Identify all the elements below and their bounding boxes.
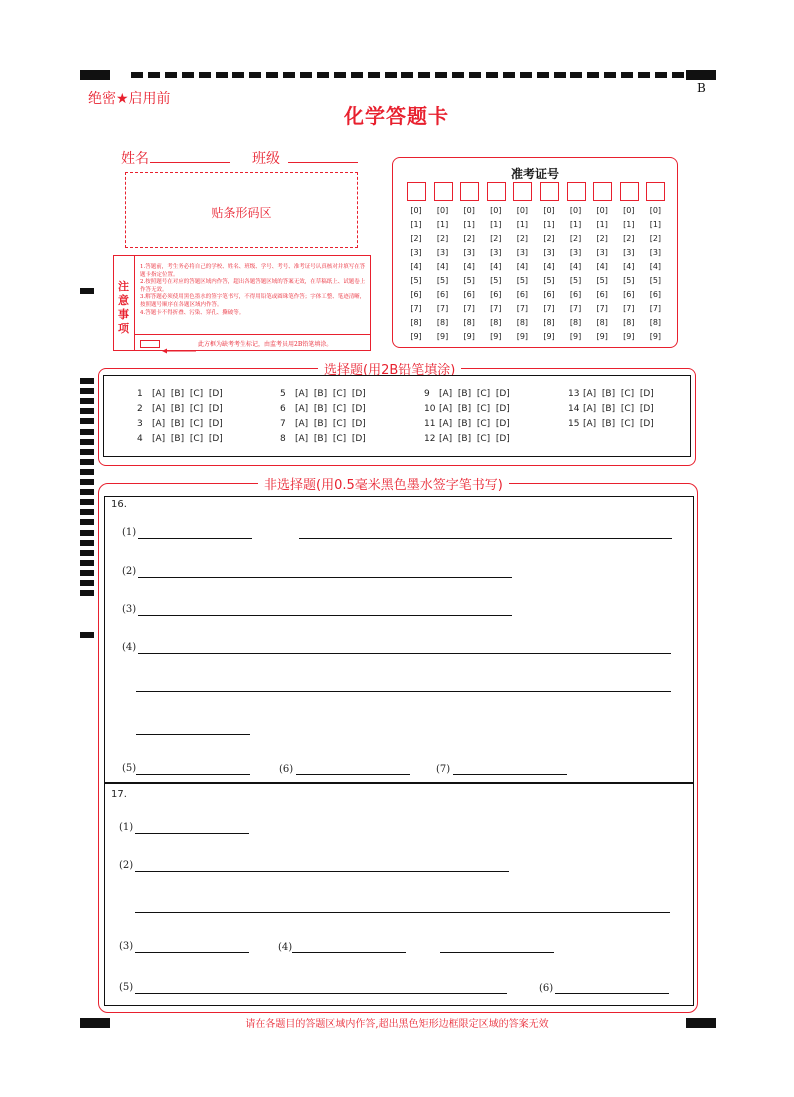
answer-line[interactable] xyxy=(555,993,669,994)
exam-id-bubble[interactable]: [1] xyxy=(569,220,582,229)
exam-id-bubble[interactable]: [1] xyxy=(463,220,475,229)
exam-id-bubble[interactable]: [1] xyxy=(436,220,449,229)
timing-dash xyxy=(587,72,599,78)
side-mark xyxy=(80,580,94,586)
exam-id-digit-box[interactable] xyxy=(513,182,532,201)
side-mark xyxy=(80,378,94,384)
exam-id-bubble[interactable]: [3] xyxy=(490,248,502,257)
exam-id-bubble[interactable]: [3] xyxy=(516,248,529,257)
exam-id-bubble[interactable]: [8] xyxy=(596,318,608,327)
exam-id-bubble[interactable]: [5] xyxy=(623,276,635,285)
exam-id-bubble[interactable]: [5] xyxy=(516,276,529,285)
side-mark xyxy=(80,560,94,566)
choice-question-number: 5 xyxy=(280,389,286,399)
exam-id-bubble[interactable]: [7] xyxy=(569,304,582,313)
exam-id-bubble[interactable]: [2] xyxy=(623,234,635,243)
notice-box xyxy=(113,255,371,351)
q16-part-7: (7) xyxy=(436,764,451,775)
exam-id-bubble[interactable]: [9] xyxy=(410,332,422,341)
exam-id-bubble[interactable]: [6] xyxy=(516,290,529,299)
exam-id-bubble[interactable]: [0] xyxy=(436,206,449,215)
timing-dash xyxy=(486,72,498,78)
answer-line[interactable] xyxy=(138,615,512,616)
exam-id-bubble[interactable]: [3] xyxy=(569,248,582,257)
side-mark xyxy=(80,398,94,404)
exam-id-bubble[interactable]: [0] xyxy=(596,206,608,215)
corner-mark-top-right xyxy=(686,70,716,80)
exam-id-bubble[interactable]: [1] xyxy=(490,220,502,229)
exam-id-bubble[interactable]: [5] xyxy=(543,276,555,285)
timing-dash xyxy=(469,72,481,78)
exam-id-bubble[interactable]: [1] xyxy=(649,220,662,229)
answer-line[interactable] xyxy=(135,833,249,834)
timing-dash xyxy=(672,72,684,78)
q16-part-4: (4) xyxy=(122,642,137,653)
answer-line[interactable] xyxy=(138,653,671,654)
exam-id-bubble[interactable]: [8] xyxy=(623,318,635,327)
q17-label: 17. xyxy=(111,789,127,800)
arrow-left-icon xyxy=(162,340,196,348)
timing-dash xyxy=(452,72,464,78)
choice-options[interactable]: [A] [B] [C] [D] xyxy=(439,419,510,429)
timing-dash xyxy=(621,72,633,78)
side-mark xyxy=(80,550,94,556)
choice-question-number: 11 xyxy=(424,419,436,429)
exam-id-bubble[interactable]: [6] xyxy=(436,290,449,299)
absent-note: 此方框为缺考考生标记，由监考员用2B铅笔填涂。 xyxy=(198,341,333,348)
choice-options[interactable]: [A] [B] [C] [D] xyxy=(152,419,223,429)
exam-id-bubble[interactable]: [3] xyxy=(410,248,422,257)
timing-dash xyxy=(283,72,295,78)
choice-options[interactable]: [A] [B] [C] [D] xyxy=(295,389,366,399)
notice-item: 2.按照题号在对应的答题区域内作答，超出各题答题区域的答案无效，在草稿纸上、试题卷上作答无效。 xyxy=(140,279,366,293)
side-mark xyxy=(80,288,94,294)
exam-id-bubble[interactable]: [7] xyxy=(490,304,502,313)
exam-id-bubble[interactable]: [3] xyxy=(596,248,608,257)
answer-line[interactable] xyxy=(138,577,512,578)
exam-id-bubble[interactable]: [9] xyxy=(569,332,582,341)
exam-id-bubble[interactable]: [0] xyxy=(410,206,422,215)
choice-question-number: 7 xyxy=(280,419,286,429)
side-mark xyxy=(80,449,94,455)
exam-id-bubble[interactable]: [2] xyxy=(490,234,502,243)
choice-options[interactable]: [A] [B] [C] [D] xyxy=(152,434,223,444)
corner-mark-top-left xyxy=(80,70,110,80)
exam-id-bubble[interactable]: [4] xyxy=(623,262,635,271)
choice-options[interactable]: [A] [B] [C] [D] xyxy=(295,419,366,429)
exam-id-bubble[interactable]: [5] xyxy=(569,276,582,285)
choice-question-number: 8 xyxy=(280,434,286,444)
timing-dash xyxy=(182,72,194,78)
side-mark xyxy=(80,418,94,424)
notice-heading-char: 注 xyxy=(118,280,129,293)
exam-id-bubble[interactable]: [4] xyxy=(516,262,529,271)
side-mark xyxy=(80,499,94,505)
exam-id-bubble[interactable]: [0] xyxy=(569,206,582,215)
notice-heading xyxy=(114,256,135,350)
q17-part-2: (2) xyxy=(119,860,134,871)
choice-options[interactable]: [A] [B] [C] [D] xyxy=(152,389,223,399)
exam-id-digit-box[interactable] xyxy=(620,182,639,201)
class-label: 班级 xyxy=(252,151,280,167)
exam-id-bubble[interactable]: [7] xyxy=(463,304,475,313)
side-mark xyxy=(80,408,94,414)
timing-dash xyxy=(199,72,211,78)
exam-id-bubble[interactable]: [6] xyxy=(463,290,475,299)
answer-line[interactable] xyxy=(138,538,252,539)
notice-item: 1.答题前，考生务必将自己的学校、姓名、班级、学号、考号、准考证号认真核对并填写在答题卡指定位置。 xyxy=(140,264,366,278)
exam-id-bubble[interactable]: [2] xyxy=(649,234,662,243)
timing-dash xyxy=(368,72,380,78)
side-mark xyxy=(80,459,94,465)
exam-id-digit-box[interactable] xyxy=(407,182,426,201)
answer-line[interactable] xyxy=(299,538,672,539)
q17-part-4: (4) xyxy=(278,942,293,953)
footer-note: 请在各题目的答题区域内作答,超出黑色矩形边框限定区域的答案无效 xyxy=(245,1019,549,1030)
timing-dash xyxy=(351,72,363,78)
exam-id-digit-box[interactable] xyxy=(434,182,453,201)
timing-dash xyxy=(604,72,616,78)
exam-id-bubble[interactable]: [5] xyxy=(490,276,502,285)
timing-dash xyxy=(401,72,413,78)
exam-id-digit-box[interactable] xyxy=(646,182,665,201)
q17-answer-box xyxy=(104,782,694,1006)
q17-part-5: (5) xyxy=(119,982,134,993)
timing-dash xyxy=(334,72,346,78)
q16-part-5: (5) xyxy=(122,763,137,774)
exam-id-bubble[interactable]: [5] xyxy=(436,276,449,285)
exam-id-bubble[interactable]: [0] xyxy=(543,206,555,215)
exam-id-bubble[interactable]: [6] xyxy=(543,290,555,299)
exam-id-digit-box[interactable] xyxy=(540,182,559,201)
barcode-area xyxy=(125,172,358,248)
timing-dash xyxy=(638,72,650,78)
exam-id-bubble[interactable]: [8] xyxy=(463,318,475,327)
answer-line[interactable] xyxy=(135,993,507,994)
timing-dash xyxy=(418,72,430,78)
q16-part-1: (1) xyxy=(122,527,137,538)
version-label: B xyxy=(697,81,706,95)
exam-id-bubble[interactable]: [9] xyxy=(516,332,529,341)
exam-id-bubble[interactable]: [9] xyxy=(596,332,608,341)
side-mark xyxy=(80,479,94,485)
timing-dash xyxy=(249,72,261,78)
exam-id-bubble[interactable]: [3] xyxy=(623,248,635,257)
choice-options[interactable]: [A] [B] [C] [D] xyxy=(583,389,654,399)
exam-id-bubble[interactable]: [3] xyxy=(436,248,449,257)
exam-id-bubble[interactable]: [8] xyxy=(490,318,502,327)
choice-question-number: 2 xyxy=(137,404,143,414)
side-mark xyxy=(80,540,94,546)
timing-dash xyxy=(554,72,566,78)
timing-dash xyxy=(655,72,667,78)
answer-line[interactable] xyxy=(296,774,410,775)
exam-id-bubble[interactable]: [4] xyxy=(569,262,582,271)
q16-part-6: (6) xyxy=(279,764,294,775)
exam-id-bubble[interactable]: [0] xyxy=(463,206,475,215)
timing-dash xyxy=(300,72,312,78)
timing-dash xyxy=(520,72,532,78)
choice-question-number: 3 xyxy=(137,419,143,429)
side-mark xyxy=(80,519,94,525)
notice-items xyxy=(140,264,366,317)
q16-part-2: (2) xyxy=(122,566,137,577)
timing-dash xyxy=(165,72,177,78)
timing-dash xyxy=(385,72,397,78)
exam-id-bubble[interactable]: [2] xyxy=(596,234,608,243)
exam-id-bubble[interactable]: [2] xyxy=(436,234,449,243)
exam-id-bubble[interactable]: [8] xyxy=(410,318,422,327)
side-mark xyxy=(80,590,94,596)
exam-id-digit-box[interactable] xyxy=(487,182,506,201)
page-title: 化学答题卡 xyxy=(344,104,449,128)
notice-heading-char: 项 xyxy=(118,322,129,335)
exam-id-bubble[interactable]: [0] xyxy=(516,206,529,215)
q17-part-1: (1) xyxy=(119,822,134,833)
choice-options[interactable]: [A] [B] [C] [D] xyxy=(295,404,366,414)
exam-id-bubble[interactable]: [5] xyxy=(649,276,662,285)
exam-id-bubble[interactable]: [1] xyxy=(410,220,422,229)
answer-line[interactable] xyxy=(440,952,554,953)
answer-line[interactable] xyxy=(135,912,670,913)
non-choice-section-title: 非选择题(用0.5毫米黑色墨水签字笔书写) xyxy=(258,474,509,493)
exam-id-bubble[interactable]: [7] xyxy=(543,304,555,313)
answer-line[interactable] xyxy=(135,871,509,872)
exam-id-bubble[interactable]: [0] xyxy=(490,206,502,215)
choice-options[interactable]: [A] [B] [C] [D] xyxy=(439,389,510,399)
answer-line[interactable] xyxy=(136,734,250,735)
notice-divider xyxy=(134,334,370,335)
side-mark xyxy=(80,632,94,638)
timing-dash xyxy=(537,72,549,78)
answer-line[interactable] xyxy=(135,952,249,953)
exam-id-bubble[interactable]: [4] xyxy=(649,262,662,271)
exam-id-bubble[interactable]: [9] xyxy=(623,332,635,341)
exam-id-bubble[interactable]: [6] xyxy=(410,290,422,299)
choice-question-number: 13 xyxy=(568,389,580,399)
exam-id-bubble[interactable]: [6] xyxy=(649,290,662,299)
name-field[interactable] xyxy=(150,162,230,163)
notice-item: 4.答题卡不得折叠、污染、穿孔、撕破等。 xyxy=(140,309,245,316)
side-mark xyxy=(80,388,94,394)
exam-id-bubble[interactable]: [4] xyxy=(490,262,502,271)
timing-dash xyxy=(503,72,515,78)
exam-id-bubble[interactable]: [3] xyxy=(543,248,555,257)
exam-id-bubble[interactable]: [6] xyxy=(490,290,502,299)
exam-id-bubble[interactable]: [2] xyxy=(410,234,422,243)
absent-mark-box[interactable] xyxy=(140,340,160,348)
exam-id-bubble[interactable]: [3] xyxy=(463,248,475,257)
side-mark xyxy=(80,429,94,435)
exam-id-bubble[interactable]: [1] xyxy=(623,220,635,229)
choice-options[interactable]: [A] [B] [C] [D] xyxy=(295,434,366,444)
answer-line[interactable] xyxy=(136,774,250,775)
answer-line[interactable] xyxy=(292,952,406,953)
notice-item: 3.解答题必须使用黑色墨水的签字笔书写，不得用铅笔或圆珠笔作答；字体工整、笔迹清晰，按照题号顺序在各题区域内作答。 xyxy=(140,294,366,308)
q17-part-3: (3) xyxy=(119,941,134,952)
exam-id-bubble[interactable]: [4] xyxy=(410,262,422,271)
exam-id-bubble[interactable]: [0] xyxy=(623,206,635,215)
exam-id-bubble[interactable]: [6] xyxy=(623,290,635,299)
q17-part-6: (6) xyxy=(539,983,554,994)
exam-id-bubble[interactable]: [9] xyxy=(649,332,662,341)
timing-dash xyxy=(435,72,447,78)
choice-options[interactable]: [A] [B] [C] [D] xyxy=(439,434,510,444)
timing-dash xyxy=(570,72,582,78)
timing-dash xyxy=(317,72,329,78)
choice-question-number: 6 xyxy=(280,404,286,414)
exam-id-bubble[interactable]: [8] xyxy=(543,318,555,327)
exam-id-bubble[interactable]: [4] xyxy=(436,262,449,271)
choice-question-number: 14 xyxy=(568,404,580,414)
exam-id-bubble[interactable]: [5] xyxy=(463,276,475,285)
exam-id-digit-box[interactable] xyxy=(593,182,612,201)
choice-question-number: 9 xyxy=(424,389,430,399)
exam-id-digit-box[interactable] xyxy=(567,182,586,201)
side-mark xyxy=(80,489,94,495)
exam-id-bubble[interactable]: [5] xyxy=(596,276,608,285)
exam-id-bubble[interactable]: [6] xyxy=(569,290,582,299)
confidential-label: 绝密★启用前 xyxy=(88,91,171,107)
side-mark xyxy=(80,570,94,576)
choice-question-number: 4 xyxy=(137,434,143,444)
exam-id-bubble[interactable]: [8] xyxy=(516,318,529,327)
class-field[interactable] xyxy=(288,162,358,163)
exam-id-bubble[interactable]: [7] xyxy=(516,304,529,313)
choice-question-number: 1 xyxy=(137,389,143,399)
exam-id-bubble[interactable]: [7] xyxy=(596,304,608,313)
timing-dash xyxy=(131,72,143,78)
exam-id-title: 准考证号 xyxy=(510,167,559,181)
exam-id-bubble[interactable]: [7] xyxy=(410,304,422,313)
exam-id-bubble[interactable]: [2] xyxy=(516,234,529,243)
choice-answer-box xyxy=(103,375,691,457)
choice-options[interactable]: [A] [B] [C] [D] xyxy=(583,404,654,414)
answer-line[interactable] xyxy=(136,691,671,692)
exam-id-bubble[interactable]: [8] xyxy=(649,318,662,327)
choice-section-title: 选择题(用2B铅笔填涂) xyxy=(318,359,461,378)
choice-options[interactable]: [A] [B] [C] [D] xyxy=(583,419,654,429)
exam-id-bubble[interactable]: [3] xyxy=(649,248,662,257)
side-mark xyxy=(80,509,94,515)
notice-heading-char: 事 xyxy=(118,308,129,321)
exam-id-digit-box[interactable] xyxy=(460,182,479,201)
exam-id-bubble[interactable]: [5] xyxy=(410,276,422,285)
exam-id-bubble[interactable]: [2] xyxy=(463,234,475,243)
notice-heading-char: 意 xyxy=(118,294,129,307)
choice-question-number: 10 xyxy=(424,404,436,414)
exam-id-bubble[interactable]: [6] xyxy=(596,290,608,299)
exam-id-bubble[interactable]: [9] xyxy=(463,332,475,341)
name-label: 姓名 xyxy=(121,151,149,167)
exam-id-bubble[interactable]: [7] xyxy=(649,304,662,313)
choice-options[interactable]: [A] [B] [C] [D] xyxy=(439,404,510,414)
timing-dash xyxy=(266,72,278,78)
q16-part-3: (3) xyxy=(122,604,137,615)
exam-id-bubble[interactable]: [4] xyxy=(596,262,608,271)
choice-question-number: 15 xyxy=(568,419,580,429)
answer-line[interactable] xyxy=(453,774,567,775)
q16-answer-box xyxy=(104,496,694,784)
side-mark xyxy=(80,469,94,475)
exam-id-bubble[interactable]: [8] xyxy=(569,318,582,327)
side-mark xyxy=(80,439,94,445)
exam-id-bubble[interactable]: [9] xyxy=(490,332,502,341)
choice-options[interactable]: [A] [B] [C] [D] xyxy=(152,404,223,414)
q16-label: 16. xyxy=(111,499,127,510)
exam-id-bubble[interactable]: [4] xyxy=(543,262,555,271)
choice-question-number: 12 xyxy=(424,434,436,444)
exam-id-bubble[interactable]: [1] xyxy=(543,220,555,229)
barcode-area-label: 贴条形码区 xyxy=(211,206,272,220)
timing-dash xyxy=(148,72,160,78)
exam-id-bubble[interactable]: [7] xyxy=(623,304,635,313)
side-mark xyxy=(80,530,94,536)
timing-dash xyxy=(232,72,244,78)
exam-id-bubble[interactable]: [9] xyxy=(436,332,449,341)
exam-id-bubble[interactable]: [2] xyxy=(543,234,555,243)
exam-id-bubble[interactable]: [1] xyxy=(596,220,608,229)
exam-id-bubble[interactable]: [7] xyxy=(436,304,449,313)
exam-id-bubble[interactable]: [8] xyxy=(436,318,449,327)
exam-id-bubble[interactable]: [9] xyxy=(543,332,555,341)
exam-id-bubble[interactable]: [0] xyxy=(649,206,662,215)
exam-id-bubble[interactable]: [4] xyxy=(463,262,475,271)
exam-id-bubble[interactable]: [2] xyxy=(569,234,582,243)
exam-id-bubble[interactable]: [1] xyxy=(516,220,529,229)
timing-dash xyxy=(216,72,228,78)
